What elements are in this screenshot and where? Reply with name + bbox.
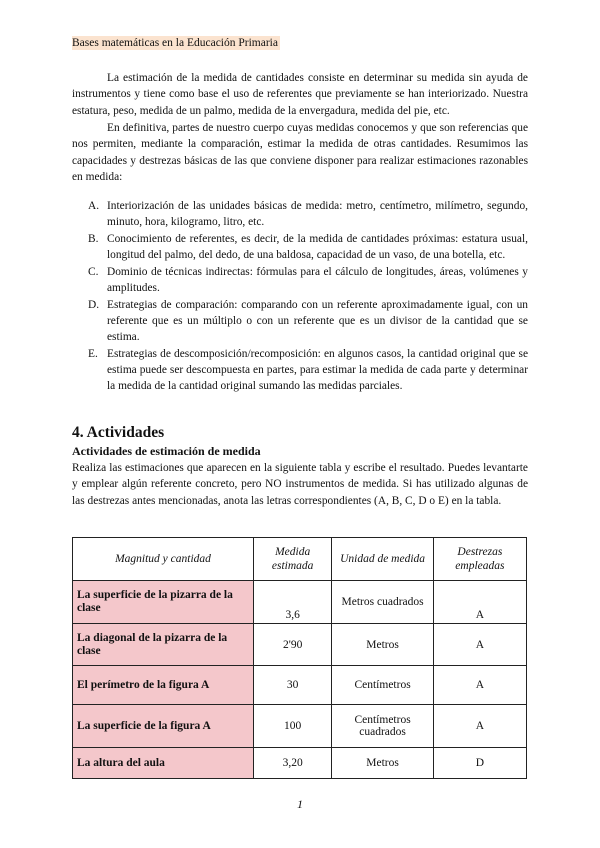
instructions-paragraph: Realiza las estimaciones que aparecen en la siguiente tabla y escribe el resultado. Puedes levantarte y emplear algún referente concreto, pero NO instrumentos de medida. Si has utilizado algunas de las destrezas antes mencionadas, anota las letras correspondientes (A, B, C, D o E) en la tabla. [72,462,528,507]
list-item: C. Dominio de técnicas indirectas: fórmulas para el cálculo de longitudes, áreas, volúmenes y amplitudes. [88,266,528,294]
estimation-table [72,537,527,779]
paragraph-estimation-definition: La estimación de la medida de cantidades consiste en determinar su medida sin ayuda de instrumentos y tiene como base el uso de referentes que previamente se han interiorizado. Nuestra estatura, peso, medida de un palmo, medida de la envergadura, medida del pie, etc. [72,72,528,117]
table-row [73,666,527,705]
header-magnitud: Magnitud y cantidad [73,538,254,581]
cell-medida[interactable]: 2'90 [254,624,332,666]
cell-cantidad: La superficie de la pizarra de la clase [73,581,254,624]
paragraph-summary: En definitiva, partes de nuestro cuerpo cuyas medidas conocemos y que son referencias que nos permiten, mediante la comparación, estimar la medida de otras cantidades. Resumimos las capacidades y destrezas básicas de las que conviene disponer para realizar estimaciones razonables en medida: [72,122,528,184]
cell-unidad[interactable]: Centímetros cuadrados [332,705,433,748]
table-row [73,581,527,624]
cell-unidad[interactable]: Centímetros [332,666,433,705]
cell-unidad[interactable]: Metros cuadrados [332,581,433,624]
cell-medida[interactable]: 3,6 [254,581,332,624]
running-header: Bases matemáticas en la Educación Primaria [72,37,278,49]
cell-destrezas[interactable]: A [433,624,526,666]
list-item: A. Interiorización de las unidades básicas de medida: metro, centímetro, milímetro, segundo, minuto, hora, kilogramo, litro, etc. [88,200,528,228]
list-item: B. Conocimiento de referentes, es decir, de la medida de cantidades próximas: estatura usual, longitud del palmo, del dedo, de una baldosa, capacidad de un vaso, de una botella, etc. [88,233,528,261]
cell-destrezas[interactable]: A [433,581,526,624]
cell-cantidad: La superficie de la figura A [73,705,254,748]
cell-destrezas[interactable]: A [433,705,526,748]
header-medida: Medida estimada [254,538,332,581]
cell-medida[interactable]: 3,20 [254,748,332,779]
list-item: D. Estrategias de comparación: comparando con un referente aproximadamente igual, con un referente que es un múltiplo o con un referente que es un divisor de la cantidad que se estima. [88,299,528,343]
cell-unidad[interactable]: Metros [332,624,433,666]
cell-cantidad: La altura del aula [73,748,254,779]
skills-list [72,199,528,396]
cell-cantidad: El perímetro de la figura A [73,666,254,705]
header-destrezas: Destrezas empleadas [433,538,526,581]
page-number: 1 [297,797,303,811]
cell-destrezas[interactable]: A [433,666,526,705]
header-unidad: Unidad de medida [332,538,433,581]
cell-medida[interactable]: 30 [254,666,332,705]
cell-cantidad: La diagonal de la pizarra de la clase [73,624,254,666]
cell-destrezas[interactable]: D [433,748,526,779]
subsection-title: Actividades de estimación de medida [72,444,261,458]
section-title: 4. Actividades [72,424,165,441]
cell-medida[interactable]: 100 [254,705,332,748]
cell-unidad[interactable]: Metros [332,748,433,779]
list-item: E. Estrategias de descomposición/recomposición: en algunos casos, la cantidad original que se estima puede ser descompuesta en partes, para estimar la medida de cada parte y determinar la medida de la cantidad original sumando las medidas parciales. [88,348,528,392]
table-row [73,624,527,666]
table-header-row [73,538,527,581]
table-row [73,705,527,748]
table-row [73,748,527,779]
